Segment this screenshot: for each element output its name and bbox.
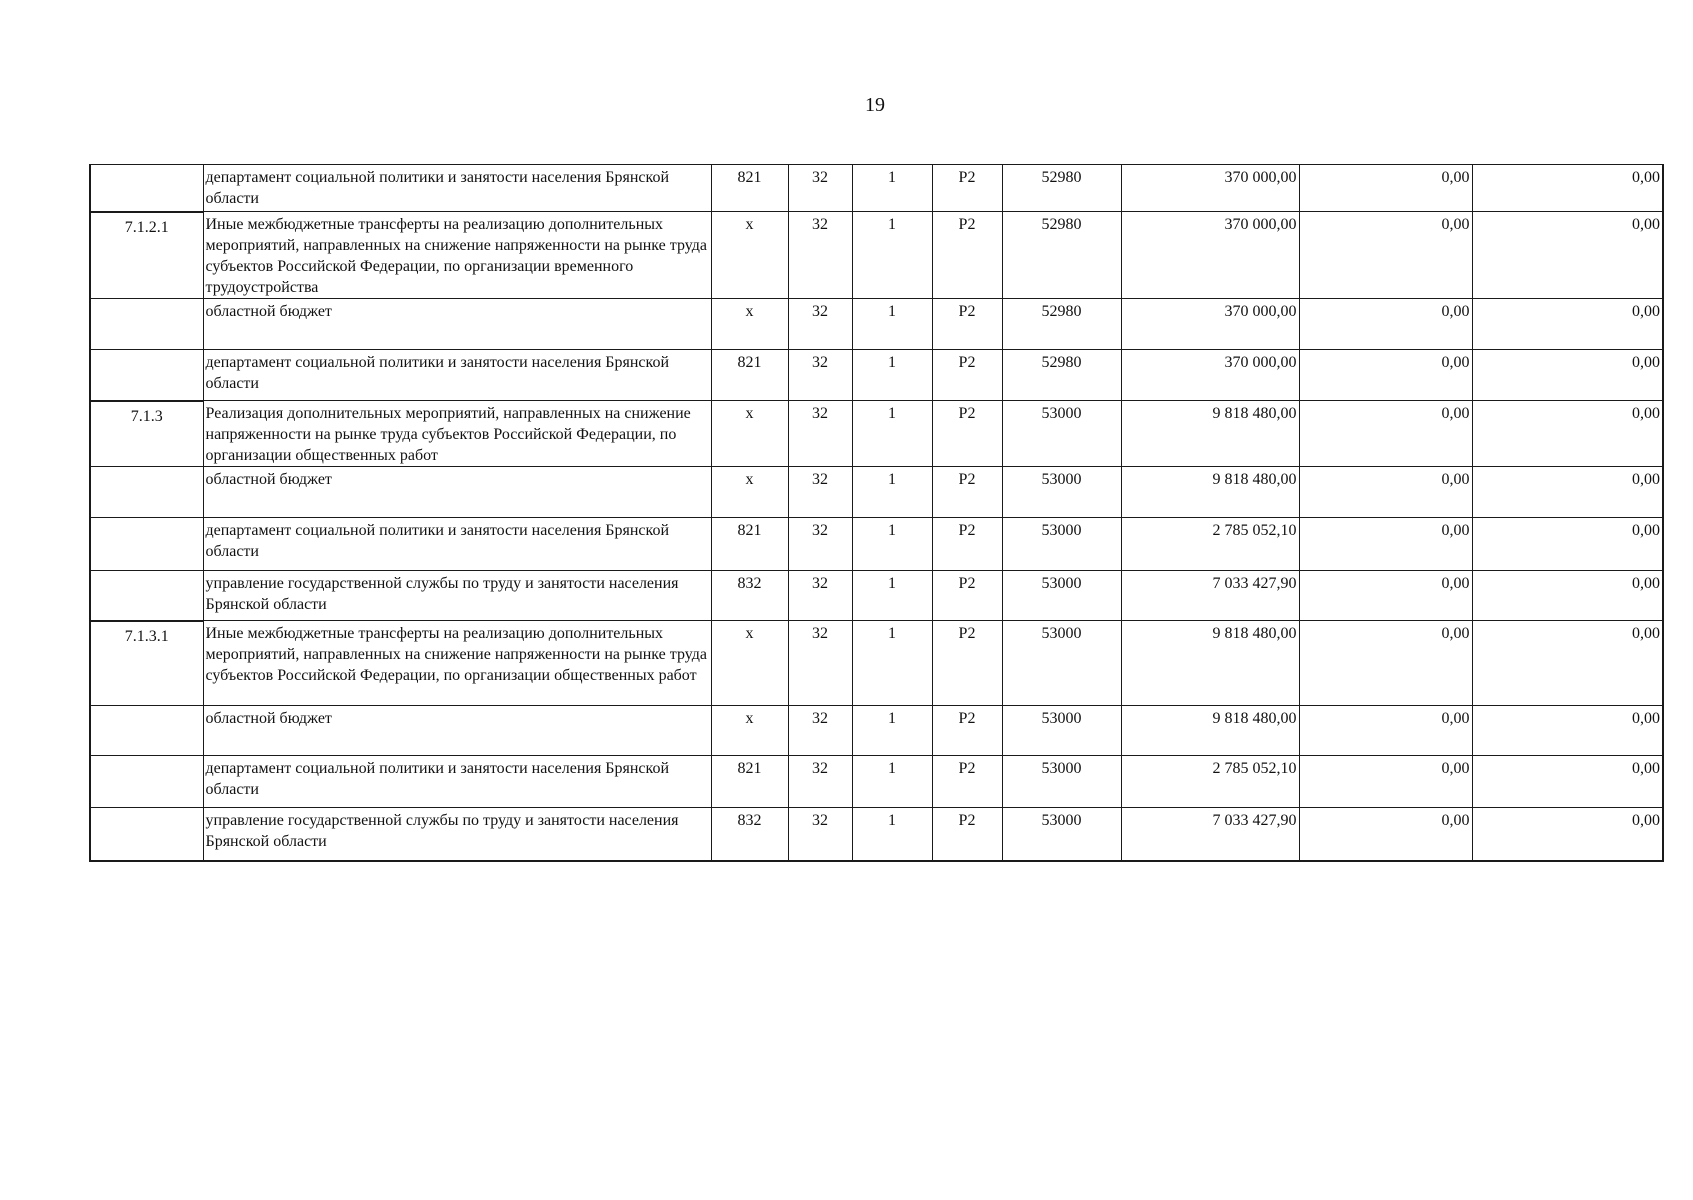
- row-description: департамент социальной политики и занятости населения Брянской области: [203, 756, 711, 808]
- row-code: 7.1.2.1: [90, 212, 203, 299]
- row-code: [90, 571, 203, 621]
- row-amount-year1: 9 818 480,00: [1121, 621, 1299, 706]
- row-subprogram-code: 1: [852, 756, 932, 808]
- row-direction-code: 53000: [1002, 621, 1121, 706]
- row-subprogram-code: 1: [852, 401, 932, 467]
- row-code: [90, 756, 203, 808]
- row-description: департамент социальной политики и занятости населения Брянской области: [203, 518, 711, 571]
- row-direction-code: 53000: [1002, 808, 1121, 861]
- row-project-code: Р2: [932, 212, 1002, 299]
- row-direction-code: 53000: [1002, 706, 1121, 756]
- row-project-code: Р2: [932, 621, 1002, 706]
- row-amount-year1: 9 818 480,00: [1121, 401, 1299, 467]
- row-amount-year1: 2 785 052,10: [1121, 518, 1299, 571]
- row-subprogram-code: 1: [852, 212, 932, 299]
- row-code: [90, 706, 203, 756]
- row-direction-code: 52980: [1002, 165, 1121, 212]
- row-description: Иные межбюджетные трансферты на реализацию дополнительных мероприятий, направленных на снижение напряженности на рынке труда субъектов Российской Федерации, по организации общественных работ: [203, 621, 711, 706]
- table-row: [90, 401, 1663, 467]
- row-amount-year3: 0,00: [1472, 518, 1663, 571]
- row-description: Реализация дополнительных мероприятий, направленных на снижение напряженности на рынке труда субъектов Российской Федерации, по организации общественных работ: [203, 401, 711, 467]
- table-row: [90, 571, 1663, 621]
- row-program-code: 32: [788, 621, 852, 706]
- row-direction-code: 52980: [1002, 212, 1121, 299]
- row-chief-admin-code: 821: [711, 350, 788, 401]
- row-code: [90, 467, 203, 518]
- row-chief-admin-code: х: [711, 401, 788, 467]
- row-amount-year1: 370 000,00: [1121, 350, 1299, 401]
- row-chief-admin-code: х: [711, 467, 788, 518]
- row-chief-admin-code: 821: [711, 756, 788, 808]
- row-description: департамент социальной политики и занятости населения Брянской области: [203, 165, 711, 212]
- table-row: [90, 756, 1663, 808]
- table-body: [90, 165, 1663, 861]
- row-amount-year1: 9 818 480,00: [1121, 706, 1299, 756]
- row-chief-admin-code: 821: [711, 165, 788, 212]
- row-code: [90, 299, 203, 350]
- row-direction-code: 53000: [1002, 571, 1121, 621]
- row-amount-year2: 0,00: [1299, 706, 1472, 756]
- row-description: управление государственной службы по труду и занятости населения Брянской области: [203, 571, 711, 621]
- row-subprogram-code: 1: [852, 350, 932, 401]
- row-amount-year1: 7 033 427,90: [1121, 808, 1299, 861]
- row-subprogram-code: 1: [852, 621, 932, 706]
- row-program-code: 32: [788, 756, 852, 808]
- row-amount-year3: 0,00: [1472, 756, 1663, 808]
- row-amount-year1: 370 000,00: [1121, 165, 1299, 212]
- table-row: [90, 350, 1663, 401]
- row-description: Иные межбюджетные трансферты на реализацию дополнительных мероприятий, направленных на снижение напряженности на рынке труда субъектов Российской Федерации, по организации временного трудоустройства: [203, 212, 711, 299]
- row-code: 7.1.3: [90, 401, 203, 467]
- row-chief-admin-code: х: [711, 621, 788, 706]
- row-project-code: Р2: [932, 299, 1002, 350]
- row-description: областной бюджет: [203, 467, 711, 518]
- row-amount-year2: 0,00: [1299, 212, 1472, 299]
- row-amount-year2: 0,00: [1299, 808, 1472, 861]
- row-amount-year3: 0,00: [1472, 401, 1663, 467]
- table-row: [90, 212, 1663, 299]
- row-description: областной бюджет: [203, 299, 711, 350]
- row-program-code: 32: [788, 350, 852, 401]
- row-chief-admin-code: 832: [711, 808, 788, 861]
- table-row: [90, 467, 1663, 518]
- row-amount-year1: 370 000,00: [1121, 299, 1299, 350]
- row-amount-year3: 0,00: [1472, 212, 1663, 299]
- row-amount-year1: 9 818 480,00: [1121, 467, 1299, 518]
- row-program-code: 32: [788, 299, 852, 350]
- table-row: [90, 706, 1663, 756]
- row-program-code: 32: [788, 571, 852, 621]
- row-subprogram-code: 1: [852, 808, 932, 861]
- row-subprogram-code: 1: [852, 571, 932, 621]
- row-program-code: 32: [788, 165, 852, 212]
- row-amount-year3: 0,00: [1472, 706, 1663, 756]
- row-direction-code: 52980: [1002, 350, 1121, 401]
- row-amount-year3: 0,00: [1472, 165, 1663, 212]
- row-amount-year2: 0,00: [1299, 165, 1472, 212]
- table-row: [90, 518, 1663, 571]
- row-direction-code: 53000: [1002, 756, 1121, 808]
- row-program-code: 32: [788, 212, 852, 299]
- row-program-code: 32: [788, 808, 852, 861]
- row-amount-year1: 7 033 427,90: [1121, 571, 1299, 621]
- row-subprogram-code: 1: [852, 518, 932, 571]
- table-row: [90, 299, 1663, 350]
- table-row: [90, 621, 1663, 706]
- row-project-code: Р2: [932, 467, 1002, 518]
- row-amount-year2: 0,00: [1299, 299, 1472, 350]
- row-direction-code: 53000: [1002, 467, 1121, 518]
- budget-table: [89, 164, 1664, 862]
- row-amount-year2: 0,00: [1299, 621, 1472, 706]
- row-amount-year3: 0,00: [1472, 350, 1663, 401]
- row-direction-code: 53000: [1002, 518, 1121, 571]
- row-program-code: 32: [788, 706, 852, 756]
- row-amount-year3: 0,00: [1472, 571, 1663, 621]
- row-subprogram-code: 1: [852, 467, 932, 518]
- row-amount-year2: 0,00: [1299, 518, 1472, 571]
- row-direction-code: 53000: [1002, 401, 1121, 467]
- row-amount-year2: 0,00: [1299, 756, 1472, 808]
- row-chief-admin-code: х: [711, 212, 788, 299]
- row-description: управление государственной службы по труду и занятости населения Брянской области: [203, 808, 711, 861]
- row-chief-admin-code: 832: [711, 571, 788, 621]
- row-amount-year1: 2 785 052,10: [1121, 756, 1299, 808]
- row-amount-year2: 0,00: [1299, 401, 1472, 467]
- row-project-code: Р2: [932, 808, 1002, 861]
- row-project-code: Р2: [932, 571, 1002, 621]
- row-amount-year3: 0,00: [1472, 299, 1663, 350]
- row-project-code: Р2: [932, 518, 1002, 571]
- row-direction-code: 52980: [1002, 299, 1121, 350]
- row-description: областной бюджет: [203, 706, 711, 756]
- row-project-code: Р2: [932, 706, 1002, 756]
- row-project-code: Р2: [932, 165, 1002, 212]
- row-program-code: 32: [788, 401, 852, 467]
- row-amount-year3: 0,00: [1472, 467, 1663, 518]
- row-subprogram-code: 1: [852, 706, 932, 756]
- row-subprogram-code: 1: [852, 299, 932, 350]
- page-number: 19: [865, 94, 885, 116]
- row-project-code: Р2: [932, 756, 1002, 808]
- row-code: 7.1.3.1: [90, 621, 203, 706]
- row-chief-admin-code: 821: [711, 518, 788, 571]
- row-program-code: 32: [788, 518, 852, 571]
- row-program-code: 32: [788, 467, 852, 518]
- row-project-code: Р2: [932, 401, 1002, 467]
- row-subprogram-code: 1: [852, 165, 932, 212]
- row-amount-year2: 0,00: [1299, 350, 1472, 401]
- row-chief-admin-code: х: [711, 706, 788, 756]
- row-code: [90, 350, 203, 401]
- row-amount-year3: 0,00: [1472, 808, 1663, 861]
- row-amount-year2: 0,00: [1299, 467, 1472, 518]
- row-amount-year2: 0,00: [1299, 571, 1472, 621]
- row-amount-year1: 370 000,00: [1121, 212, 1299, 299]
- row-code: [90, 808, 203, 861]
- row-description: департамент социальной политики и занятости населения Брянской области: [203, 350, 711, 401]
- table-row: [90, 808, 1663, 861]
- row-code: [90, 518, 203, 571]
- row-code: [90, 165, 203, 212]
- row-chief-admin-code: х: [711, 299, 788, 350]
- row-project-code: Р2: [932, 350, 1002, 401]
- table-row: [90, 165, 1663, 212]
- row-amount-year3: 0,00: [1472, 621, 1663, 706]
